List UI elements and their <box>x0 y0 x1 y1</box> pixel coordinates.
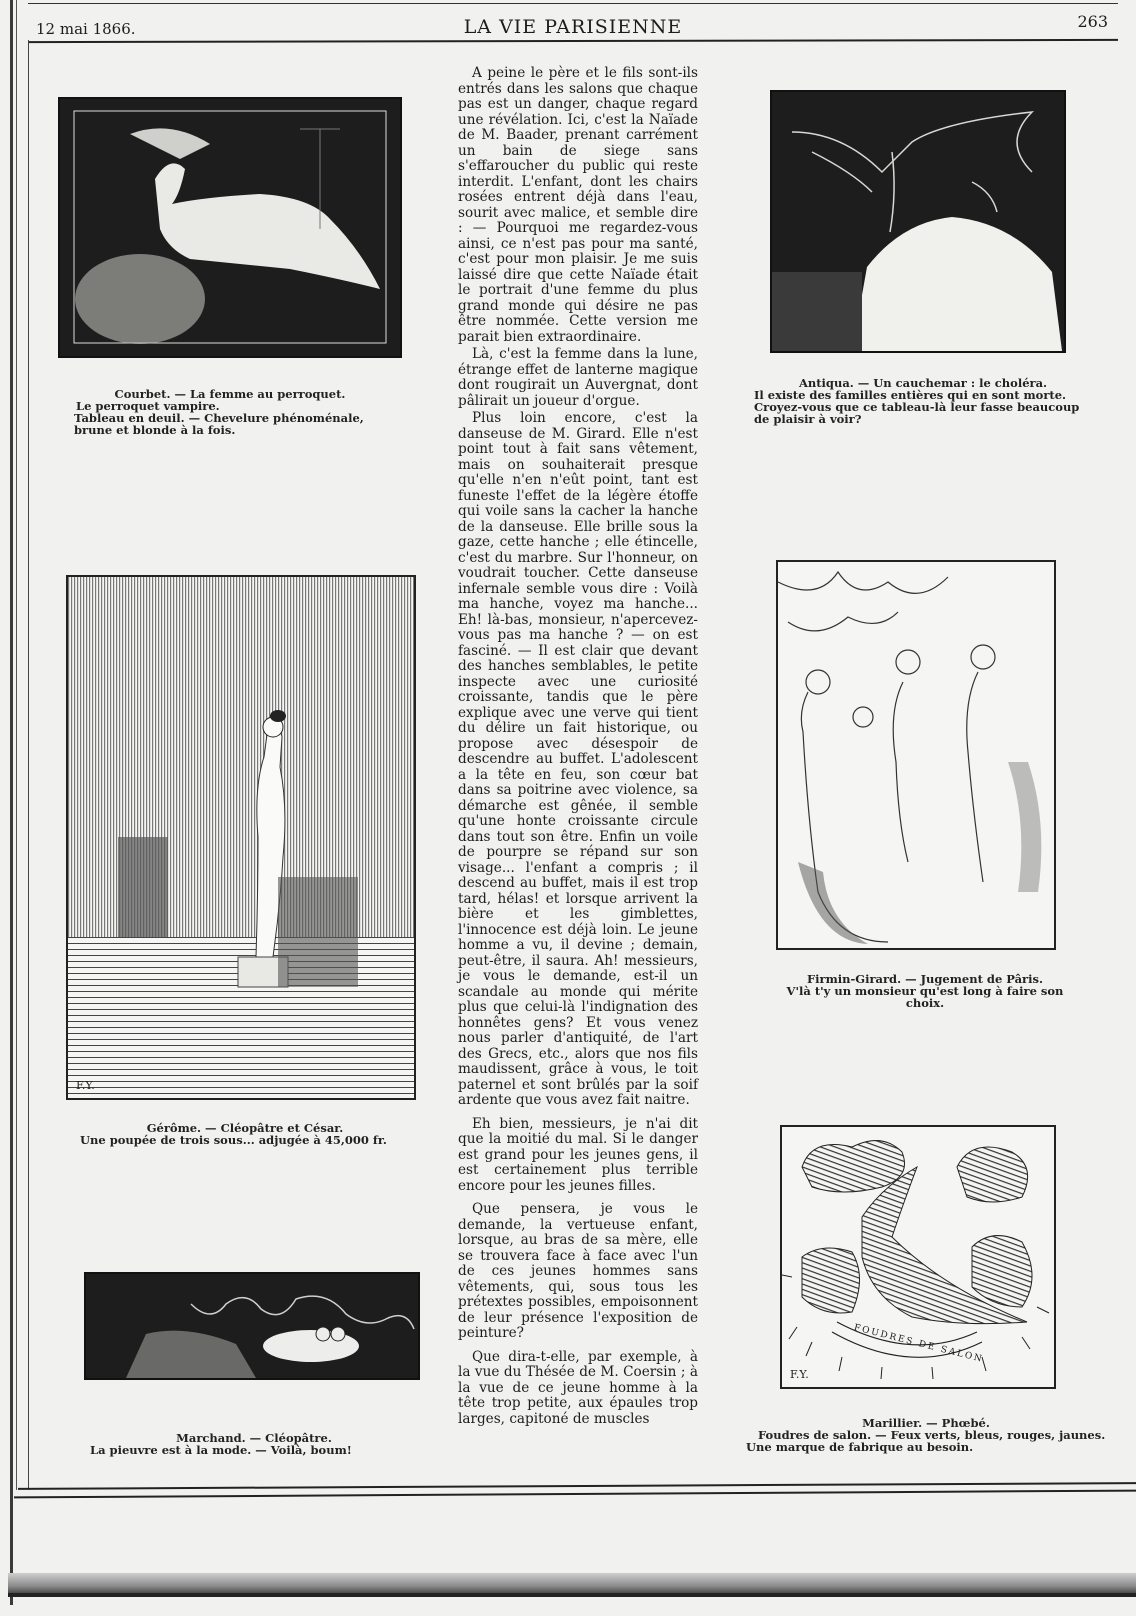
caption-line: Firmin-Girard. — Jugement de Pâris. <box>807 972 1043 986</box>
caption-line: Marchand. — Cléopâtre. <box>176 1431 332 1445</box>
article-paragraph: Que pensera, je vous le demande, la vertueuse enfant, lorsque, au bras de sa mère, elle se trouvera face à face avec l'un de ces jeunes hommes sans vêtements, qui, sous tous les prétextes possibles, empoisonnent de leur présence l'exposition de peinture? <box>458 1201 698 1341</box>
illustration-marillier <box>780 1125 1056 1389</box>
page-header <box>30 6 1116 40</box>
issue-date: 12 mai 1866. <box>36 20 136 38</box>
caption-line: Tableau en deuil. — Chevelure phénoménale, brune et blonde à la fois. <box>74 411 364 437</box>
caption-firmin-girard <box>770 973 1080 1009</box>
article-paragraph: Là, c'est la femme dans la lune, étrange effet de lanterne magique dont rougirait un Auvergnat, dont pâlirait un joueur d'orgue. <box>458 346 698 409</box>
illustration-firmin-girard <box>776 560 1056 950</box>
artist-signature: F.Y. <box>790 1368 809 1381</box>
footer-rule <box>14 1490 1136 1499</box>
footer-rule <box>18 1482 1136 1490</box>
caption-line: Une poupée de trois sous... adjugée à 45,000 fr. <box>80 1133 387 1147</box>
caption-courbet <box>60 388 400 436</box>
illustration-marchand <box>84 1272 420 1380</box>
caption-line: Marillier. — Phœbé. <box>862 1416 990 1430</box>
caption-line: V'là t'y un monsieur qu'est long à faire son choix. <box>786 984 1064 1010</box>
caption-line: Une marque de fabrique au besoin. <box>746 1440 974 1454</box>
scan-edge <box>8 1593 1136 1597</box>
caption-gerome <box>80 1122 410 1146</box>
article-body <box>458 66 698 1429</box>
page-edge <box>10 0 13 1605</box>
article-paragraph: Que dira-t-elle, par exemple, à la vue du Thésée de M. Coersin ; à la vue de ce jeune homme à la tête trop petite, aux épaules trop larges, capitoné de muscles <box>458 1348 698 1427</box>
article-paragraph: Plus loin encore, c'est la danseuse de M. Girard. Elle n'est point tout à fait sans vêtement, mais on souhaiterait presque qu'elle n'en n'eût point, tant est funeste l'effet de la légère étoffe qui voile sans la cacher la hanche de la danseuse. Elle brille sous la gaze, cette hanche ; elle étincelle, c'est du marbre. Sur l'honneur, on voudrait toucher. Cette danseuse infernale semble vous dire : Voilà ma hanche, voyez ma hanche... Eh! là-bas, monsieur, n'apercevez-vous pas ma hanche ? — on est fasciné. — Il est clair que devant des hanches semblables, le petite inspecte avec une curiosité croissante, tandis que le père explique avec une verve qui tient du délire un fait historique, ou propose avec désespoir de descendre au buffet. L'adolescent a la tête en feu, son cœur bat dans sa poitrine avec violence, sa démarche est gênée, il semble qu'une honte croissante circule dans tout son être. Enfin un voile de pourpre se répand sur son visage... l'enfant a compris ; il descend au buffet, mais il est trop tard, hélas! et lorsque arrivent la bière et les gimblettes, l'innocence est déjà loin. Le jeune homme a vu, il devine ; demain, peut-être, il saura. Ah! messieurs, je vous le demande, est-il un scandale au monde qui mérite plus que celui-là l'indignation des honnêtes gens? Et vous venez nous parler d'antiquité, de l'art des Grecs, etc., alors que nos fils maudissent, grâce à vous, le toit paternel et sont brûlés par la soif ardente que vous avez fait naitre. <box>458 410 698 1108</box>
caption-line: Croyez-vous que ce tableau-là leur fasse beaucoup de plaisir à voir? <box>754 400 1080 426</box>
caption-line: Antiqua. — Un cauchemar : le choléra. <box>798 376 1048 390</box>
page-number: 263 <box>1077 12 1108 31</box>
article-paragraph: Eh bien, messieurs, je n'ai dit que la moitié du mal. Si le danger est grand pour les jeunes gens, il est certainement plus terrible encore pour les jeunes filles. <box>458 1115 698 1194</box>
left-margin-rule <box>28 40 29 1490</box>
artist-signature: F.Y. <box>76 1079 95 1092</box>
caption-marillier <box>746 1417 1106 1453</box>
caption-line: Courbet. — La femme au perroquet. <box>114 387 346 401</box>
caption-marchand <box>84 1432 424 1456</box>
caption-line: La pieuvre est à la mode. — Voilà, boum! <box>90 1443 352 1457</box>
article-paragraph: A peine le père et le fils sont-ils entrés dans les salons que chaque pas est un danger, chaque regard une révélation. Ici, c'est la Naïade de M. Baader, prenant carrément un bain de siege sans s'effaroucher du public qui reste interdit. L'enfant, dont les chairs rosées entrent déjà dans l'eau, sourit avec malice, et semble dire : — Pourquoi me regardez-vous ainsi, ce n'est pas pour ma santé, c'est pour mon plaisir. Je me suis laissé dire que cette Naïade était le portrait d'une femme du plus grand monde qui désire ne pas être nommée. Cette version me parait bien extraordinaire. <box>458 65 698 345</box>
illustration-antiqua <box>770 90 1066 353</box>
page-edge-inner <box>16 0 17 1490</box>
caption-antiqua <box>748 377 1098 425</box>
caption-line: Foudres de salon. — Feux verts, bleus, rouges, jaunes. <box>758 1428 1106 1442</box>
banner-text: FOUDRES DE SALON <box>852 1323 985 1365</box>
illustration-courbet <box>58 97 402 358</box>
caption-line: Gérôme. — Cléopâtre et César. <box>146 1121 344 1135</box>
caption-line: Il existe des familles entières qui en sont morte. <box>754 388 1067 402</box>
header-rule-upper <box>28 3 1118 4</box>
publication-title: LA VIE PARISIENNE <box>463 16 683 38</box>
scan-edge-shadow <box>8 1573 1136 1595</box>
caption-line: Le perroquet vampire. <box>76 399 220 413</box>
illustration-gerome <box>66 575 416 1100</box>
